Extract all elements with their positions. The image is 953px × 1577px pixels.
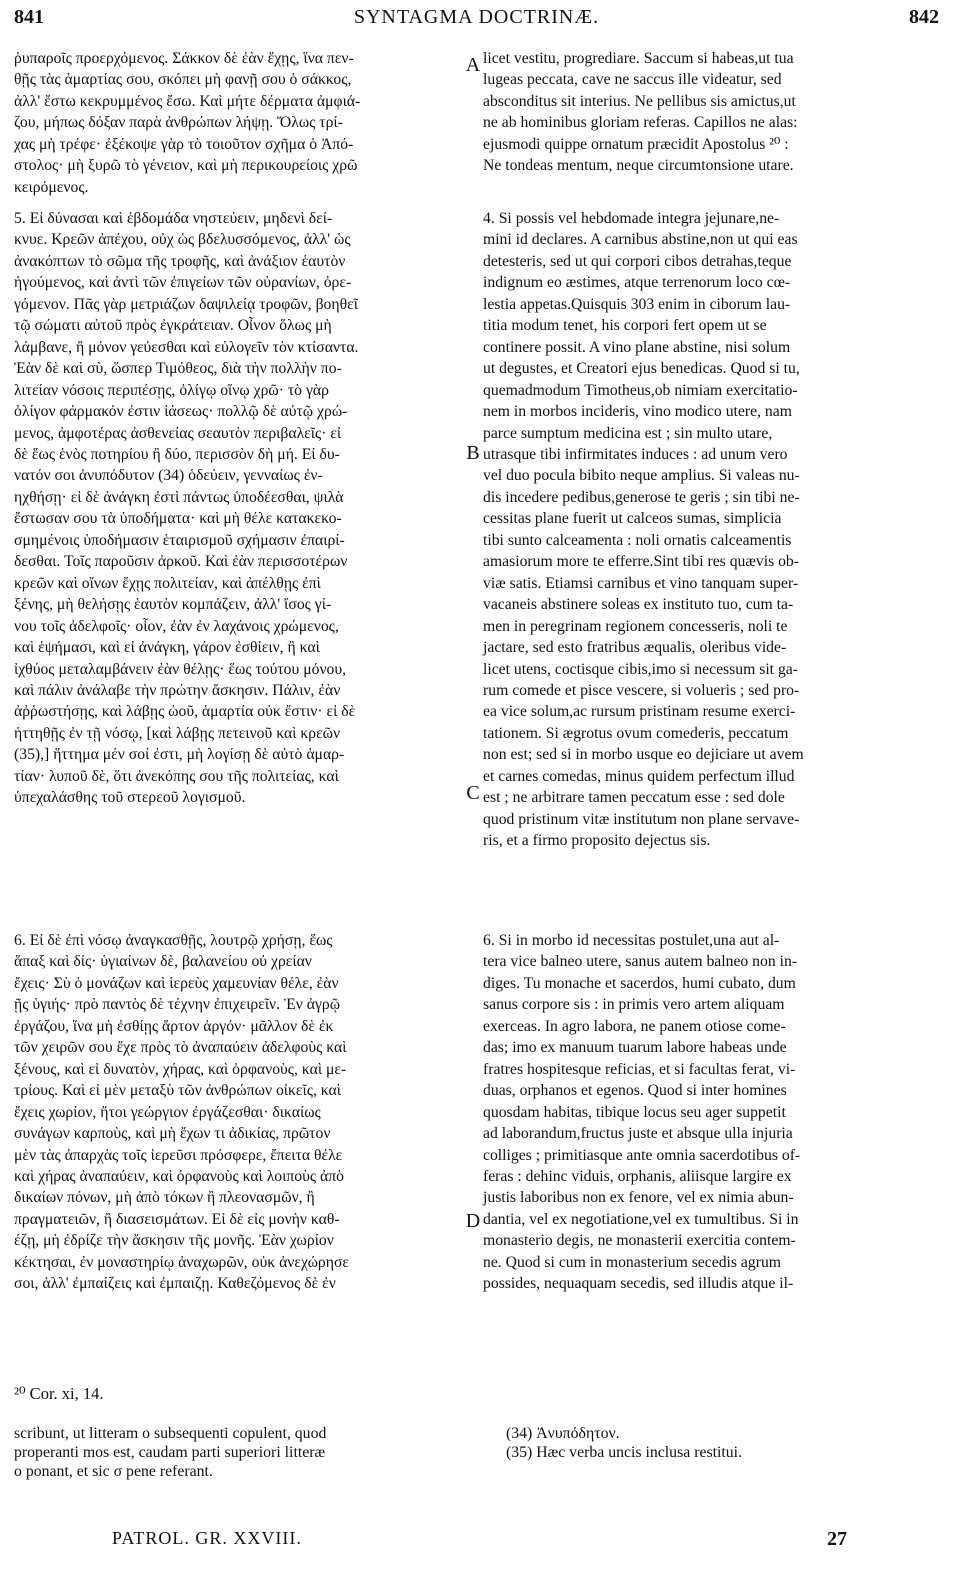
footnote-right: (34) Ἀνυπόδητον. (35) Hæc verba uncis inclusa restitui. xyxy=(506,1425,743,1461)
footer-volume: PATROL. GR. XXVIII. xyxy=(112,1528,302,1548)
greek-paragraph-1: ῥυπαροῖς προερχόμενος. Σάκκον δὲ ἐὰν ἔχῃς, ἵνα πεν- θῇς τὰς ἁμαρτίας σου, σκόπει μὴ φανῇ σου ὁ σάκκος, ἀλλ' ἔστω κεκρυμμένος ἔσω. Καὶ μήτε δέρματα ἀμφιά- ζου, μήπως δόξαν παρὰ ἀνθρώπων λήψῃ. Ὅλως τρί- χας μὴ τρέφε· ἐξέκοψε γὰρ τὸ τοιοῦτον σχῆμα ὁ Ἀπό- στολος· μὴ ξυρῶ τὸ γένειον, καὶ μὴ περικουρείοις χρῶ κειρόμενος. xyxy=(14,50,361,196)
column-marker-d: D xyxy=(465,1210,481,1232)
latin-paragraph-6: 6. Si in morbo id necessitas postulet,una aut al- tera vice balneo utere, sanus autem balneo non in- diges. Tu monache et sacerdos, humi cubato, dum sanus corpore sis : in primis vero artem aliquam exerceas. In agro labora, ne panem otiose come- das; imo ex manuum tuarum labore habeas unde fratres hospitesque reficias, et si facultas ferat, vi- duas, orphanos et egenos. Quod si inter homines quosdam habitas, tibique locus seu ager suppetit ad laborandum,fructus juste et absque ulla injuria colliges ; primitiasque ante omnia sacerdotibus of- feras : dehinc viduis, orphanis, aliisque largire ex justis laboribus non ex fenore, vel ex nimia abun- dantia, vel ex negotiatione,vel ex tumultibus. Si in monasterio degis, ne monasterii exercitia contem- ne. Quod si cum in monasterium secedis agrum possides, nequaquam secedis, sed illudis atque il- xyxy=(483,932,801,1293)
running-title: SYNTAGMA DOCTRINÆ. xyxy=(353,6,600,28)
greek-paragraph-5: 5. Εἰ δύνασαι καὶ ἑβδομάδα νηστεύειν, μηδενὶ δεί- κνυε. Κρεῶν ἀπέχου, οὐχ ὡς βδελυσσόμενος, ἀλλ' ὡς ἀνακόπτων τὸ σῶμα τῆς τροφῆς, καὶ ἀνάξιον ἑαυτὸν ἡγούμενος, καὶ ἀντὶ τῶν ἐπιγείων τῶν οὐρανίων, ὀρε- γόμενον. Πᾶς γὰρ μετριάζων δαψιλείᾳ τροφῶν, βοηθεῖ τῷ σώματι αὐτοῦ πρὸς ἐγκράτειαν. Οἶνον ὅλως μὴ λάμβανε, ἢ μόνον γεύεσθαι καὶ εὐλογεῖν τὸν κτίσαντα. Ἐὰν δὲ καὶ σὺ, ὥσπερ Τιμόθεος, διὰ τὴν πολλὴν πο- λιτείαν νόσοις περιπέσῃς, ὀλίγῳ οἴνῳ χρῶ· τὸ γὰρ ὀλίγον φάρμακόν ἐστιν ἰάσεως· πολλῷ δὲ αὐτῷ χρώ- μενος, ἀμφοτέρας ἀσθενείας σεαυτὸν περιβαλεῖς· εἰ δὲ ἕως ἑνὸς ποτηρίου ἢ δύο, περισσὸν δὴ μή. Εἰ δυ- νατόν σοι ἀνυπόδυτον (34) ὁδεύειν, γενναίως ἐν- ηχθήσῃ· εἰ δὲ ἀνάγκη ἐστὶ πάντως ὑποδέεσθαι, ψιλὰ ἔστωσαν σου τὰ ὑποδήματα· καὶ μὴ θέλε κατακεκο- σμημένοις ὑποδήμασιν ἑταιρισμοῦ σχήμασιν ἐπαιρί- δεσθαι. Τοῖς παροῦσιν ἀρκοῦ. Καὶ ἐὰν περισσοτέρων κρεῶν καὶ οἴνων ἔχῃς πολιτείαν, καὶ ἀπέλθῃς ἐπὶ ξένης, μὴ θελήσῃς ἑαυτὸν κομπάζειν, ἀλλ' ἴσος γί- νου τοῖς ἀδελφοῖς· οἷον, ἐὰν ἐν λαχάνοις χρώμενος, καὶ ἑψήμασι, καὶ εἰ ἀνάγκη, γάρον ἐσθίειν, ἢ καὶ ἰχθύος μεταλαμβάνειν ἐὰν θέλῃς· ἕως τούτου μόνου, καὶ πάλιν ἀνάλαβε τὴν πρώτην ἄσκησιν. Πάλιν, ἐὰν ἀῤῥωστήσῃς, καὶ λάβῃς ὠοῦ, ἁμαρτία οὐκ ἔστιν· εἰ δὲ ἡττηθῇς ἐν τῇ νόσῳ, [καὶ λάβῃς πετεινοῦ καὶ κρεῶν (35),] ἥττημα μέν σοί ἐστι, μὴ λογίσῃ δὲ αὐτὸ ἁμαρ- τίαν· λυποῦ δὲ, ὅτι ἀνεκόπης σου τῆς πολιτείας, καὶ ὑπεχαλάσθης τοῦ στερεοῦ λογισμοῦ. xyxy=(14,210,359,807)
footer-signature: 27 xyxy=(827,1528,847,1550)
page-number-left: 841 xyxy=(14,6,44,28)
latin-paragraph-4: 4. Si possis vel hebdomade integra jejunare,ne- mini id declares. A carnibus abstine,non ut qui eas detesteris, sed ut qui corpori cibos detrahas,teque indignum eo æstimes, atque terrenorum loco cœ- lestia appetas.Quisquis 303 enim in ciborum lau- titia modum tenet, his corpori fert opem ut se continere possit. A vino plane abstine, nisi solum ut degustes, et Creatori ejus benedicas. Quod si tu, quemadmodum Timotheus,ob nimiam exercitatio- nem in morbos incideris, vino modico utere, nam parce sumptum medicina est ; sin multo utare, utrasque tibi infirmitates induces : ad unum vero vel duo pocula bibito neque amplius. Si valeas nu- dis incedere pedibus,generose te geris ; sin tibi ne- cessitas plane fuerit ut calceos sumas, simplicia tibi sunto calceamenta : noli ornatis calceamentis amasiorum more te efferre.Sint tibi res quævis ob- viæ satis. Etiamsi carnibus et vino tanquam super- vacaneis abstinere soleas ex instituto tuo, cum ta- men in peregrinam regionem concesseris, noli te jactare, sed esto fratribus æqualis, oleribus vide- licet utens, coctisque cibis,imo si necessum sit ga- rum comede et pisce vescere, si volueris ; sed pro- ea vice solum,ac rursum pristinam resume exerci- tationem. Si ægrotus ovum comederis, peccatum non est; sed si in morbo usque eo dejiciare ut avem et carnes comedas, minus quidem perfectum illud est ; ne arbitrare tamen peccatum esse : sed dole quod pristinum vitæ institutum non plane servave- ris, et a firmo proposito dejectus sis. xyxy=(483,210,804,850)
column-marker-b: B xyxy=(466,442,480,464)
footnote-left: scribunt, ut litteram o subsequenti copulent, quod properanti mos est, caudam parti superiori litteræ o ponant, et sic σ pene referant. xyxy=(14,1425,327,1480)
page-header xyxy=(14,6,939,40)
footnote-reference: ²⁰ Cor. xi, 14. xyxy=(14,1384,104,1403)
greek-paragraph-6: 6. Εἰ δὲ ἐπὶ νόσῳ ἀναγκασθῇς, λουτρῷ χρήσῃ, ἕως ἅπαξ καὶ δίς· ὑγιαίνων δὲ, βαλανείου οὐ χρείαν ἔχεις· Σὺ ὁ μονάζων καὶ ἱερεὺς χαμευνίαν θέλε, ἐὰν ῇς ὑγιής· πρὸ παντὸς δὲ τέχνην ἐπιχειρεῖν. Ἐν ἀγρῷ ἐργάζου, ἵνα μὴ ἐσθίῃς ἄρτον ἀργόν· μᾶλλον δὲ ἐκ τῶν χειρῶν σου ἔχε πρὸς τὸ ἀναπαύειν ἀδελφοὺς καὶ ξένους, καὶ εἰ δυνατὸν, χήρας, καὶ ὀρφανοὺς, καὶ με- τρίους. Καὶ εἰ μὲν μεταξὺ τῶν ἀνθρώπων οἰκεῖς, καὶ ἔχεις χωρίον, ἤτοι γεώργιον ἐργάζεσθαι· δικαίως συνάγων καρποὺς, καὶ μὴ ἔχων τι ἀδικίας, πρῶτον μὲν τὰς ἀπαρχὰς τοῖς ἱερεῦσι πρόσφερε, ἔπειτα θέλε καὶ χήρας ἀναπαύειν, καὶ ὀρφανοὺς καὶ λοιποὺς ἀπὸ δικαίων πόνων, μὴ ἀπὸ τόκων ἢ πλεονασμῶν, ἢ πραγματειῶν, ἢ διασεισμάτων. Εἰ δὲ εἰς μονὴν καθ- έζῃ, μὴ ἐδρίζε τὴν ἄσκησιν τῆς μονῆς. Ἐὰν χωρίον κέκτησαι, ἐν μοναστηρίῳ ἀναχωρῶν, οὐκ ἀνεχώρησε σοι, ἀλλ' ἐμπαίζεις καὶ ἐμπαιζῃ. Καθεζόμενος δὲ ἐν xyxy=(14,932,349,1293)
latin-paragraph-1: licet vestitu, progrediare. Saccum si habeas,ut tua lugeas peccata, cave ne saccus ille videatur, sed absconditus sit interius. Ne pellibus sis amictus,ut ne ab hominibus gloriam referas. Capillos ne alas: ejusmodi quippe ornatum præcidit Apostolus ²⁰ : Ne tondeas mentum, neque circumtonsione utare. xyxy=(483,50,798,175)
column-marker-a: A xyxy=(465,54,481,76)
page-number-right: 842 xyxy=(909,6,939,28)
column-marker-c: C xyxy=(466,782,480,804)
